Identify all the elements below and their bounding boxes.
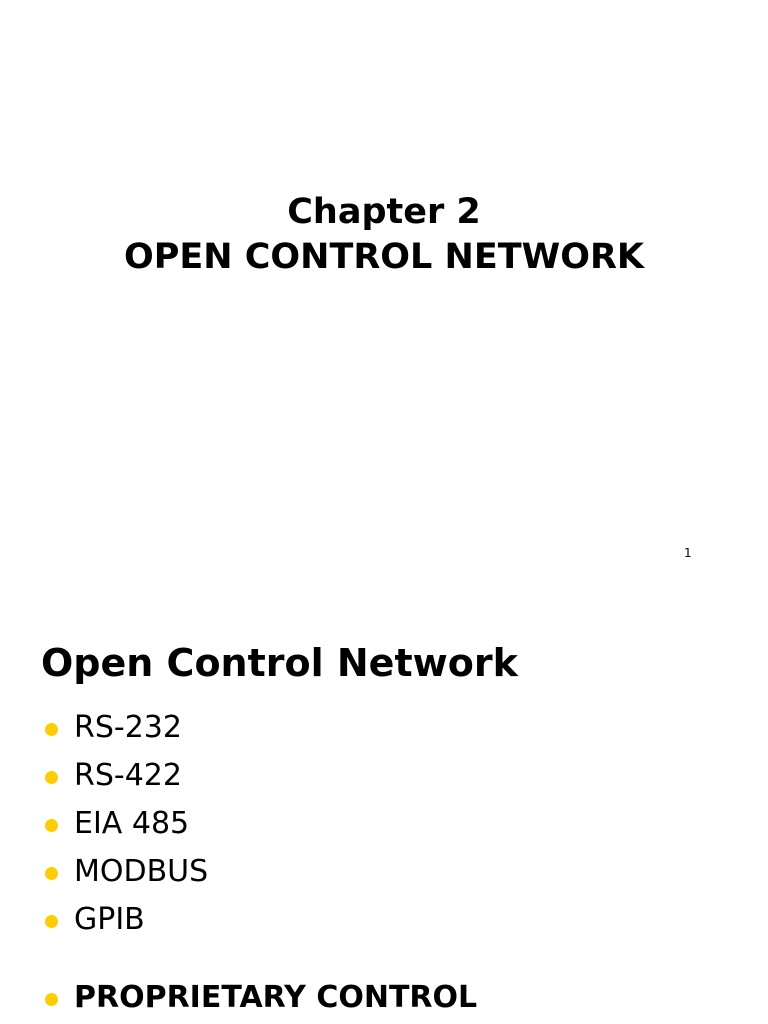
- list-item-emphasized: [45, 976, 477, 1024]
- slide-title: Open Control Network: [41, 641, 518, 685]
- chapter-title-block: [0, 190, 768, 280]
- bullet-dot-icon: [45, 771, 58, 784]
- list-item-label: MODBUS: [74, 854, 209, 889]
- list-item: [45, 706, 477, 754]
- list-item: [45, 754, 477, 802]
- list-item-label: RS-422: [74, 758, 182, 793]
- list-item: [45, 898, 477, 946]
- list-item-label: PROPRIETARY CONTROL: [74, 980, 478, 1015]
- page-number: 1: [684, 546, 692, 560]
- bullet-list: [45, 706, 477, 1024]
- list-item: [45, 850, 477, 898]
- bullet-dot-icon: [45, 819, 58, 832]
- bullet-dot-icon: [45, 993, 58, 1006]
- chapter-number: Chapter 2: [287, 192, 481, 232]
- slide-2: [0, 600, 768, 1024]
- bullet-dot-icon: [45, 867, 58, 880]
- bullet-dot-icon: [45, 915, 58, 928]
- list-item-label: RS-232: [74, 710, 182, 745]
- list-item-label: EIA 485: [74, 806, 190, 841]
- list-item-label: GPIB: [74, 902, 145, 937]
- bullet-dot-icon: [45, 723, 58, 736]
- chapter-title: OPEN CONTROL NETWORK: [123, 237, 645, 277]
- list-item: [45, 802, 477, 850]
